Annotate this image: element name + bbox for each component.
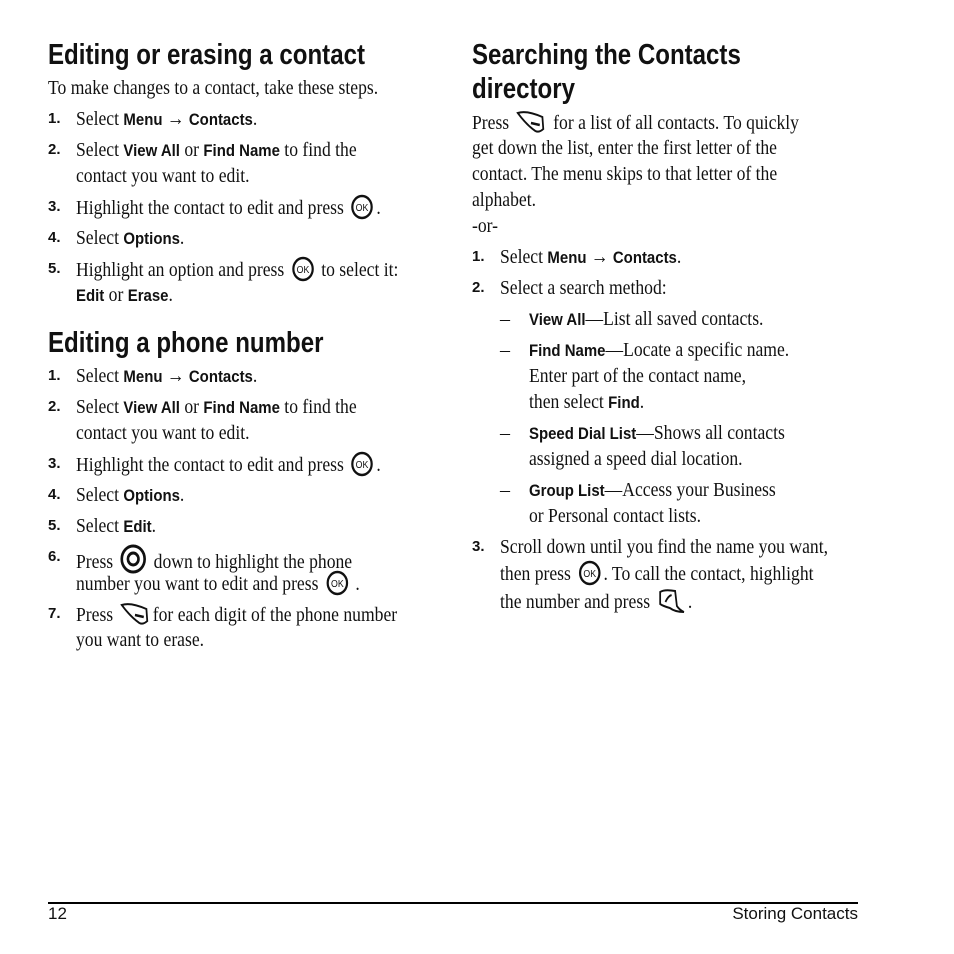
step-number: 4. — [48, 229, 61, 246]
text-line — [76, 513, 403, 539]
text-line — [472, 135, 842, 161]
body-text: . — [168, 284, 173, 306]
numbered-step — [48, 451, 448, 477]
body-text: contact you want to edit. — [76, 422, 250, 444]
numbered-step — [48, 544, 448, 596]
svg-text:OK: OK — [583, 567, 596, 580]
body-text: to select it: — [316, 259, 399, 281]
step-number: 5. — [48, 260, 61, 277]
menu-keyword: Edit — [123, 517, 152, 536]
text-line — [76, 420, 403, 446]
body-text: . — [376, 454, 381, 476]
text-line — [500, 534, 845, 560]
text-line — [500, 586, 845, 612]
body-text: . To call the contact, highlight — [603, 563, 814, 585]
body-text: —Access your Business — [604, 479, 776, 501]
body-text: . — [676, 246, 682, 268]
step-number: 1. — [48, 367, 61, 384]
body-text: —List all saved contacts. — [585, 308, 764, 330]
text-line — [529, 363, 848, 389]
step-number: 2. — [48, 398, 61, 415]
step-number: 4. — [48, 486, 61, 503]
body-text: get down the list, enter the first letter of the — [472, 137, 777, 159]
text-line — [472, 109, 842, 135]
numbered-step — [48, 256, 448, 308]
body-text: Select a search method: — [500, 277, 667, 299]
text-line — [48, 75, 400, 101]
text-line — [529, 306, 848, 332]
text-line — [500, 244, 845, 270]
text-line — [500, 560, 845, 586]
text-line — [76, 137, 403, 163]
menu-keyword: Find — [608, 393, 640, 412]
step-number: 3. — [48, 455, 61, 472]
body-text: Scroll down until you find the name you want, — [500, 536, 829, 558]
body-text: alphabet. — [472, 189, 537, 211]
numbered-step — [48, 137, 448, 189]
text-line — [529, 389, 848, 415]
body-text: Select — [76, 139, 124, 161]
body-text: or — [179, 139, 204, 161]
body-text: or — [104, 284, 128, 306]
dash-marker: – — [500, 339, 510, 361]
text-line — [76, 482, 403, 508]
ok-key-icon — [351, 451, 374, 484]
paragraph — [472, 109, 892, 239]
step-number: 1. — [472, 248, 485, 265]
text-line — [529, 503, 848, 529]
send-key-icon — [657, 586, 685, 621]
dash-marker: – — [500, 308, 510, 330]
section-heading: Searching the Contacts — [472, 39, 741, 71]
body-text: Press — [76, 604, 118, 626]
text-line — [76, 544, 403, 573]
text-line — [76, 256, 403, 282]
text-line — [76, 363, 403, 389]
menu-keyword: Find Name — [203, 398, 280, 417]
numbered-step — [48, 225, 448, 251]
body-text: or — [179, 396, 204, 418]
ok-key-icon — [351, 194, 374, 227]
text-line — [500, 275, 845, 301]
svg-text:OK: OK — [355, 201, 369, 214]
body-text: Select — [76, 396, 124, 418]
numbered-step — [472, 275, 892, 301]
menu-keyword: Contacts — [188, 367, 253, 386]
body-text: —Shows all contacts — [636, 422, 785, 444]
body-text: Select — [76, 108, 124, 130]
body-text: . — [639, 391, 645, 413]
svg-text:OK: OK — [355, 458, 369, 471]
menu-keyword: Menu — [123, 367, 163, 386]
step-number: 2. — [48, 141, 61, 158]
body-text: for a list of all contacts. To quickly — [548, 112, 799, 134]
body-text: down to highlight the phone — [149, 551, 353, 573]
numbered-step — [48, 363, 448, 389]
numbered-step — [48, 482, 448, 508]
svg-text:OK: OK — [330, 577, 344, 590]
step-number: 5. — [48, 517, 61, 534]
svg-text:OK: OK — [296, 263, 310, 276]
body-text: contact. The menu skips to that letter of the — [472, 163, 778, 185]
text-line — [76, 601, 403, 627]
body-text: Select — [76, 365, 124, 387]
dash-marker: – — [500, 479, 510, 501]
body-text: to find the — [279, 139, 357, 161]
numbered-step — [48, 601, 448, 653]
text-line — [529, 420, 848, 446]
section-heading: directory — [472, 73, 576, 105]
numbered-step — [48, 106, 448, 132]
step-number: 3. — [472, 538, 485, 555]
body-text: Highlight an option and press — [76, 259, 289, 281]
text-line — [76, 394, 403, 420]
body-text: —Locate a specific name. — [605, 339, 790, 361]
menu-keyword: Menu — [123, 110, 163, 129]
menu-keyword: View All — [529, 310, 586, 329]
dash-list-item — [472, 306, 892, 332]
ok-key-icon — [325, 570, 348, 603]
menu-keyword: Edit — [76, 286, 105, 305]
text-line — [529, 337, 848, 363]
dash-list-item — [472, 337, 892, 415]
menu-keyword: Speed Dial List — [529, 424, 637, 443]
body-text: Select — [500, 246, 548, 268]
body-text: Highlight the contact to edit and press — [76, 454, 349, 476]
numbered-step — [48, 394, 448, 446]
body-text: . — [151, 515, 157, 537]
body-text: the number and press — [500, 591, 655, 613]
text-line — [76, 194, 403, 220]
body-text: contact you want to edit. — [76, 165, 250, 187]
text-line — [529, 446, 848, 472]
dash-list-item — [472, 477, 892, 529]
text-line — [76, 106, 403, 132]
body-text: Select — [76, 484, 124, 506]
body-text: -or- — [472, 215, 499, 237]
body-text: you want to erase. — [76, 629, 205, 651]
numbered-step — [472, 534, 892, 612]
numbered-step — [48, 194, 448, 220]
text-line — [472, 187, 842, 213]
left-column — [48, 40, 448, 653]
body-text: . — [179, 484, 185, 506]
body-text: . — [252, 108, 258, 130]
body-text: . — [687, 591, 693, 613]
body-text: . — [376, 197, 381, 219]
body-text: then press — [500, 563, 576, 585]
section-heading: Editing or erasing a contact — [48, 39, 365, 71]
body-text: → — [162, 365, 189, 387]
text-line — [76, 225, 403, 251]
body-text: assigned a speed dial location. — [529, 448, 743, 470]
numbered-step — [48, 513, 448, 539]
numbered-step — [472, 244, 892, 270]
menu-keyword: Erase — [127, 286, 169, 305]
body-text: Highlight the contact to edit and press — [76, 197, 349, 219]
body-text: Select — [76, 515, 124, 537]
dash-marker: – — [500, 422, 510, 444]
dash-list-item — [472, 420, 892, 472]
body-text: for each digit of the phone number — [152, 604, 398, 626]
right-column — [472, 40, 892, 612]
body-text: Press — [76, 551, 118, 573]
text-line — [529, 477, 848, 503]
body-text: Enter part of the contact name, — [529, 365, 746, 387]
text-line — [76, 163, 403, 189]
body-text: Select — [76, 227, 124, 249]
step-number: 7. — [48, 605, 61, 622]
page-number: 12 — [48, 904, 67, 923]
text-line — [472, 161, 842, 187]
text-line — [472, 213, 842, 239]
menu-keyword: Contacts — [188, 110, 253, 129]
menu-keyword: Group List — [529, 481, 605, 500]
menu-keyword: View All — [123, 398, 180, 417]
body-text: or Personal contact lists. — [529, 505, 702, 527]
step-number: 1. — [48, 110, 61, 127]
text-line — [76, 627, 403, 653]
menu-keyword: Contacts — [612, 248, 677, 267]
menu-keyword: Menu — [547, 248, 587, 267]
body-text: → — [586, 246, 613, 268]
text-line — [76, 570, 403, 596]
body-text: . — [179, 227, 185, 249]
section-heading: Editing a phone number — [48, 327, 324, 359]
body-text: to find the — [279, 396, 357, 418]
menu-keyword: Find Name — [203, 141, 280, 160]
step-number: 6. — [48, 548, 61, 565]
body-text: . — [252, 365, 258, 387]
menu-keyword: View All — [123, 141, 180, 160]
body-text: number you want to edit and press — [76, 573, 323, 595]
body-text: → — [162, 108, 189, 130]
body-text: To make changes to a contact, take these steps. — [48, 77, 379, 99]
menu-keyword: Options — [123, 486, 180, 505]
body-text: . — [351, 573, 360, 595]
body-text: Press — [472, 112, 514, 134]
text-line — [76, 451, 403, 477]
text-line — [76, 282, 403, 308]
menu-keyword: Find Name — [529, 341, 606, 360]
menu-keyword: Options — [123, 229, 180, 248]
step-number: 3. — [48, 198, 61, 215]
step-number: 2. — [472, 279, 485, 296]
body-text: then select — [529, 391, 609, 413]
section-title: Storing Contacts — [732, 904, 858, 923]
paragraph — [48, 75, 448, 101]
